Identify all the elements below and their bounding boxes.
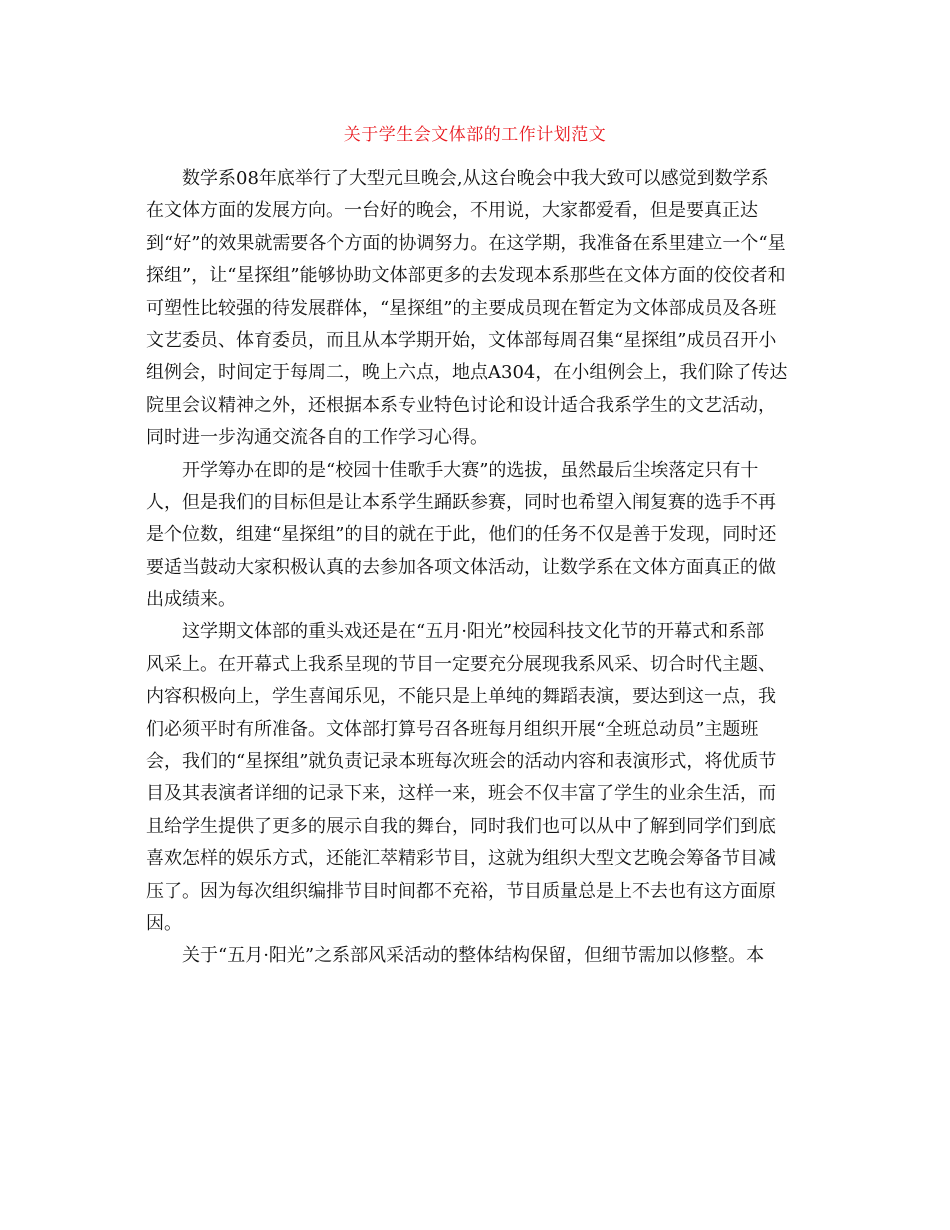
text-line: 数学系08年底举行了大型元旦晚会,从这台晚会中我大致可以感觉到数学系 (182, 168, 769, 189)
text-line: 出成绩来。 (146, 589, 236, 611)
text-line: 人，但是我们的目标但是让本系学生踊跃参赛，同时也希望入闱复赛的选手不再 (146, 491, 776, 513)
text-line: 院里会议精神之外，还根据本系专业特色讨论和设计适合我系学生的文艺活动， (146, 394, 776, 416)
text-line: 且给学生提供了更多的展示自我的舞台，同时我们也可以从中了解到同学们到底 (146, 815, 776, 837)
text-line: 在文体方面的发展方向。一台好的晚会，不用说，大家都爱看，但是要真正达 (146, 200, 758, 222)
text-line: 会，我们的“星探组”就负责记录本班每次班会的活动内容和表演形式，将优质节 (146, 751, 777, 773)
text-line: 们必须平时有所准备。文体部打算号召各班每月组织开展“全班总动员”主题班 (146, 718, 759, 740)
text-line: 要适当鼓动大家积极认真的去参加各项文体活动，让数学系在文体方面真正的做 (146, 556, 776, 578)
paragraph-3 (146, 616, 806, 940)
document-title: 关于学生会文体部的工作计划范文 (343, 125, 607, 145)
text-line: 目及其表演者详细的记录下来，这样一来，班会不仅丰富了学生的业余生活，而 (146, 783, 776, 805)
document-body (146, 163, 806, 973)
text-line: 关于“五月·阳光”之系部风采活动的整体结构保留，但细节需加以修整。本 (182, 945, 765, 967)
text-line: 可塑性比较强的待发展群体，“星探组”的主要成员现在暂定为文体部成员及各班 (146, 297, 777, 319)
text-line: 是个位数，组建“星探组”的目的就在于此，他们的任务不仅是善于发现，同时还 (146, 524, 777, 546)
text-line: 开学筹办在即的是“校园十佳歌手大赛”的选拔，虽然最后尘埃落定只有十 (182, 459, 759, 481)
text-line: 内容积极向上，学生喜闻乐见，不能只是上单纯的舞蹈表演，要达到这一点，我 (146, 686, 776, 708)
paragraph-4 (146, 940, 806, 972)
paragraph-2 (146, 455, 806, 617)
text-line: 这学期文体部的重头戏还是在“五月·阳光”校园科技文化节的开幕式和系部 (182, 621, 765, 643)
paragraph-1 (146, 163, 806, 455)
text-line: 到“好”的效果就需要各个方面的协调努力。在这学期，我准备在系里建立一个“星 (146, 232, 786, 254)
text-line: 探组”，让“星探组”能够协助文体部更多的去发现本系那些在文体方面的佼佼者和 (146, 265, 786, 287)
text-line: 同时进一步沟通交流各自的工作学习心得。 (146, 427, 488, 449)
text-line: 喜欢怎样的娱乐方式，还能汇萃精彩节目，这就为组织大型文艺晚会筹备节目减 (146, 848, 776, 870)
text-line: 组例会，时间定于每周二，晚上六点，地点A304，在小组例会上，我们除了传达 (146, 362, 788, 384)
text-line: 文艺委员、体育委员，而且从本学期开始，文体部每周召集“星探组”成员召开小 (146, 329, 777, 351)
text-line: 因。 (146, 912, 182, 934)
text-line: 压了。因为每次组织编排节目时间都不充裕，节目质量总是上不去也有这方面原 (146, 880, 776, 902)
text-line: 风采上。在开幕式上我系呈现的节目一定要充分展现我系风采、切合时代主题、 (146, 653, 776, 675)
